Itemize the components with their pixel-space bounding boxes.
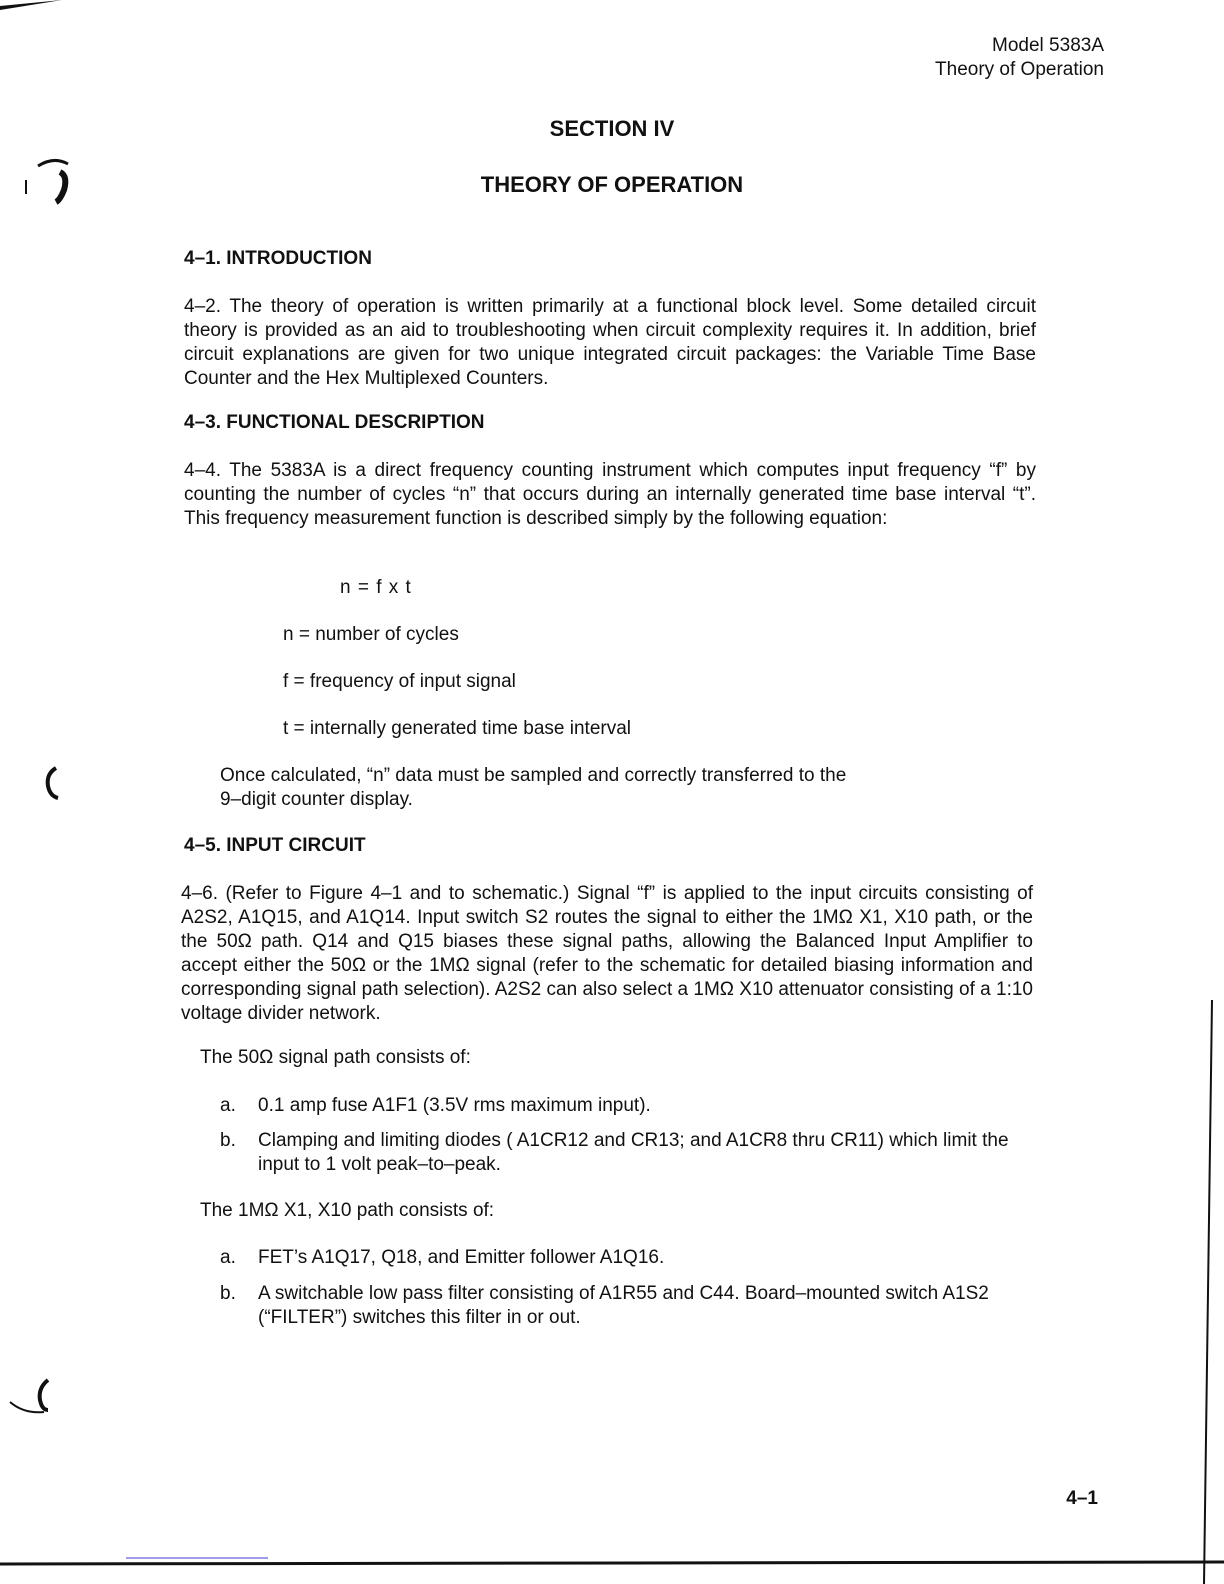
equation-def-t: t = internally generated time base interval — [283, 718, 632, 739]
chapter-title: THEORY OF OPERATION — [480, 172, 744, 197]
equation-formula: n = f x t — [340, 577, 411, 598]
path-1m-item-a — [220, 1246, 1034, 1270]
binder-hole-mark-bottom — [4, 1374, 60, 1418]
paragraph-4-2: 4–2. The theory of operation is written primarily at a functional block level. Some detailed circuit theory is provided as an aid to troubleshooting when circuit complexity requires it. In addition, brief circuit explanations are given for two unique integrated circuit packages: the Variable Time Base Counter and the Hex Multiplexed Counters. — [184, 296, 1036, 389]
page-edge-right — [1194, 0, 1224, 1584]
path-1m-intro: The 1MΩ X1, X10 path consists of: — [200, 1200, 495, 1221]
page-number: 4–1 — [1066, 1488, 1098, 1509]
scan-artifact-top-left — [0, 0, 70, 14]
equation-def-n: n = number of cycles — [283, 624, 459, 645]
paragraph-4-6: 4–6. (Refer to Figure 4–1 and to schematic.) Signal “f” is applied to the input circuits consisting of A2S2, A1Q15, and A1Q14. Input switch S2 routes the signal to either the 1MΩ X1, X10 path, or the the 50Ω path. Q14 and Q15 biases these signal paths, allowing the Balanced Input Amplifier to accept either the 50Ω or the 1MΩ signal (refer to the schematic for detailed biasing information and corresponding signal path selection). A2S2 can also select a 1MΩ X10 attenuator consisting of a 1:10 voltage divider network. — [181, 883, 1033, 1024]
binder-hole-mark-middle — [36, 762, 66, 806]
paragraph-4-4: 4–4. The 5383A is a direct frequency counting instrument which computes input frequency “f” by counting the number of cycles “n” that occurs during an internally generated time base interval “t”. This frequency measurement function is described simply by the following equation: — [184, 460, 1036, 529]
section-heading: SECTION IV — [549, 116, 675, 141]
heading-functional-description: 4–3. FUNCTIONAL DESCRIPTION — [184, 412, 485, 433]
item-label: a. — [220, 1247, 236, 1268]
path-50-item-a — [220, 1094, 1034, 1118]
once-calculated-line2: 9–digit counter display. — [220, 789, 413, 810]
equation-def-f: f = frequency of input signal — [283, 671, 516, 692]
path-50-item-b — [220, 1129, 1034, 1177]
heading-introduction: 4–1. INTRODUCTION — [184, 248, 372, 269]
page-header — [935, 34, 1104, 82]
path-1m-item-b — [220, 1282, 1034, 1330]
header-subtitle: Theory of Operation — [935, 59, 1104, 80]
path-50-intro: The 50Ω signal path consists of: — [200, 1047, 471, 1068]
item-label: a. — [220, 1095, 236, 1116]
item-label: b. — [220, 1130, 236, 1151]
item-text: Clamping and limiting diodes ( A1CR12 and CR13; and A1CR8 thru CR11) which limit the input to 1 volt peak–to–peak. — [258, 1130, 1009, 1175]
heading-input-circuit: 4–5. INPUT CIRCUIT — [184, 835, 366, 856]
item-label: b. — [220, 1283, 236, 1304]
page-edge-bottom — [0, 1548, 1224, 1584]
item-text: A switchable low pass filter consisting of A1R55 and C44. Board–mounted switch A1S2 (“FILTER”) switches this filter in or out. — [258, 1283, 989, 1328]
header-model: Model 5383A — [992, 35, 1104, 56]
item-text: 0.1 amp fuse A1F1 (3.5V rms maximum input). — [258, 1095, 651, 1116]
once-calculated-line1: Once calculated, “n” data must be sampled and correctly transferred to the — [220, 765, 847, 786]
item-text: FET’s A1Q17, Q18, and Emitter follower A1Q16. — [258, 1247, 665, 1268]
